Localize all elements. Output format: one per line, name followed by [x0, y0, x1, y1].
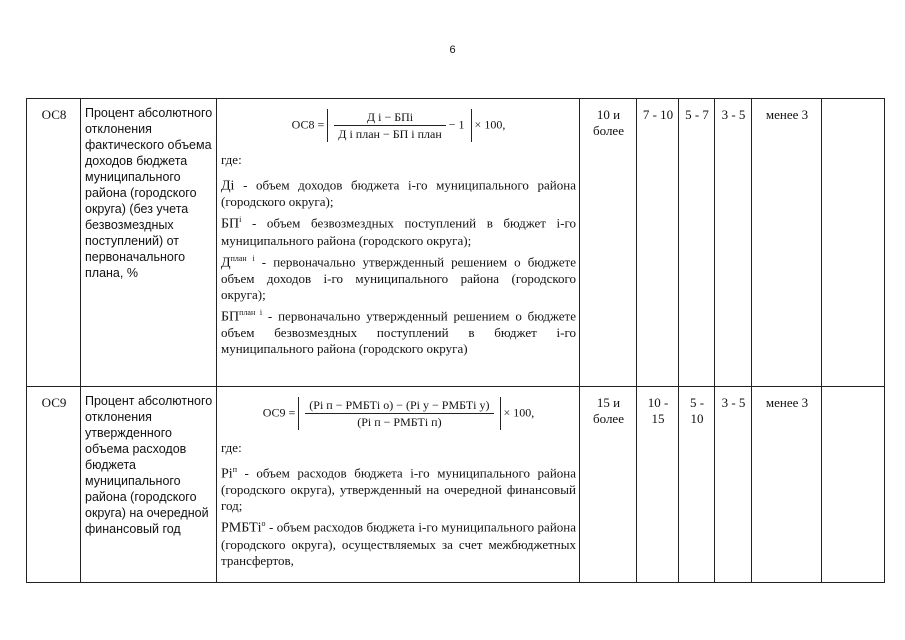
formula-os9: ОС9 = $\frac{\text{(Pi п − РМБТi о) − (Pi у − РМБТi у)}}{\text{(Pi п − РМБТi п)}}$ × 100,: [262, 398, 535, 429]
value-cell: 15 и более: [580, 387, 637, 583]
definition: Дi - объем доходов бюджета i-го муниципального района (городского округа);: [221, 177, 576, 210]
definition: $БП^i$ - объем безвозмездных поступлений в бюджет i-го муниципального района (городского округа);: [221, 215, 577, 248]
definition: РМБТi$^о$ - объем расходов бюджета i-го муниципального района (городского округа), осуществляемых за счет межбюджетных трансфертов,: [221, 519, 577, 568]
definition: $Pi^п$ - объем расходов бюджета i-го муниципального района (городского округа), утвержденный на очередной финансовый год;: [221, 465, 576, 514]
page-number: 6: [449, 44, 456, 56]
value-cell: [822, 387, 885, 583]
value-cell: 7 - 10: [637, 99, 679, 387]
indicator-code: ОС8: [27, 99, 81, 387]
value-cell: [822, 99, 885, 387]
indicator-method: [217, 99, 580, 387]
definition: $БП^{план i}$ - первоначально утвержденный решением о бюджете объем безвозмездных поступлений в бюджет i-го муниципального района (городского округа): [221, 307, 576, 357]
where-label: где:: [221, 440, 242, 455]
indicator-name: Процент абсолютного отклонения утвержденного объема расходов бюджета муниципального района (городского округа) на очередной финансовый год: [81, 387, 217, 583]
indicator-method: [217, 387, 580, 583]
indicator-code: ОС9: [27, 387, 81, 583]
value-cell: менее 3: [752, 99, 822, 387]
value-cell: 3 - 5: [715, 99, 752, 387]
indicator-table: [26, 98, 885, 583]
value-cell: 10 и более: [580, 99, 637, 387]
abs-bars: $\frac{\text{Д i − БПi}}{\text{Д i план − БП i план}}$ − 1: [327, 109, 471, 142]
value-cell: менее 3: [752, 387, 822, 583]
definition: $Д^{план i}$ - первоначально утвержденный решением о бюджете объем доходов i-го муниципального района (городского округа);: [221, 253, 577, 302]
indicator-name: Процент абсолютного отклонения фактического объема доходов бюджета муниципального района (городского округа) (без учета безвозмездных поступлений) от первоначального плана, %: [81, 99, 217, 387]
value-cell: 10 - 15: [637, 387, 679, 583]
table-row-os8: [27, 99, 885, 387]
table-row-os9: [27, 387, 885, 583]
formula-os8: ОС8 = $\frac{\text{Д i − БПi}}{\text{Д i план − БП i план}}$ − 1 × 100,: [291, 110, 506, 141]
where-label: где:: [221, 152, 242, 167]
value-cell: 5 - 7: [679, 99, 715, 387]
value-cell: 3 - 5: [715, 387, 752, 583]
abs-bars: $\frac{\text{(Pi п − РМБТi о) − (Pi у − РМБТi у)}}{\text{(Pi п − РМБТi п)}}$: [298, 397, 500, 430]
value-cell: 5 - 10: [679, 387, 715, 583]
